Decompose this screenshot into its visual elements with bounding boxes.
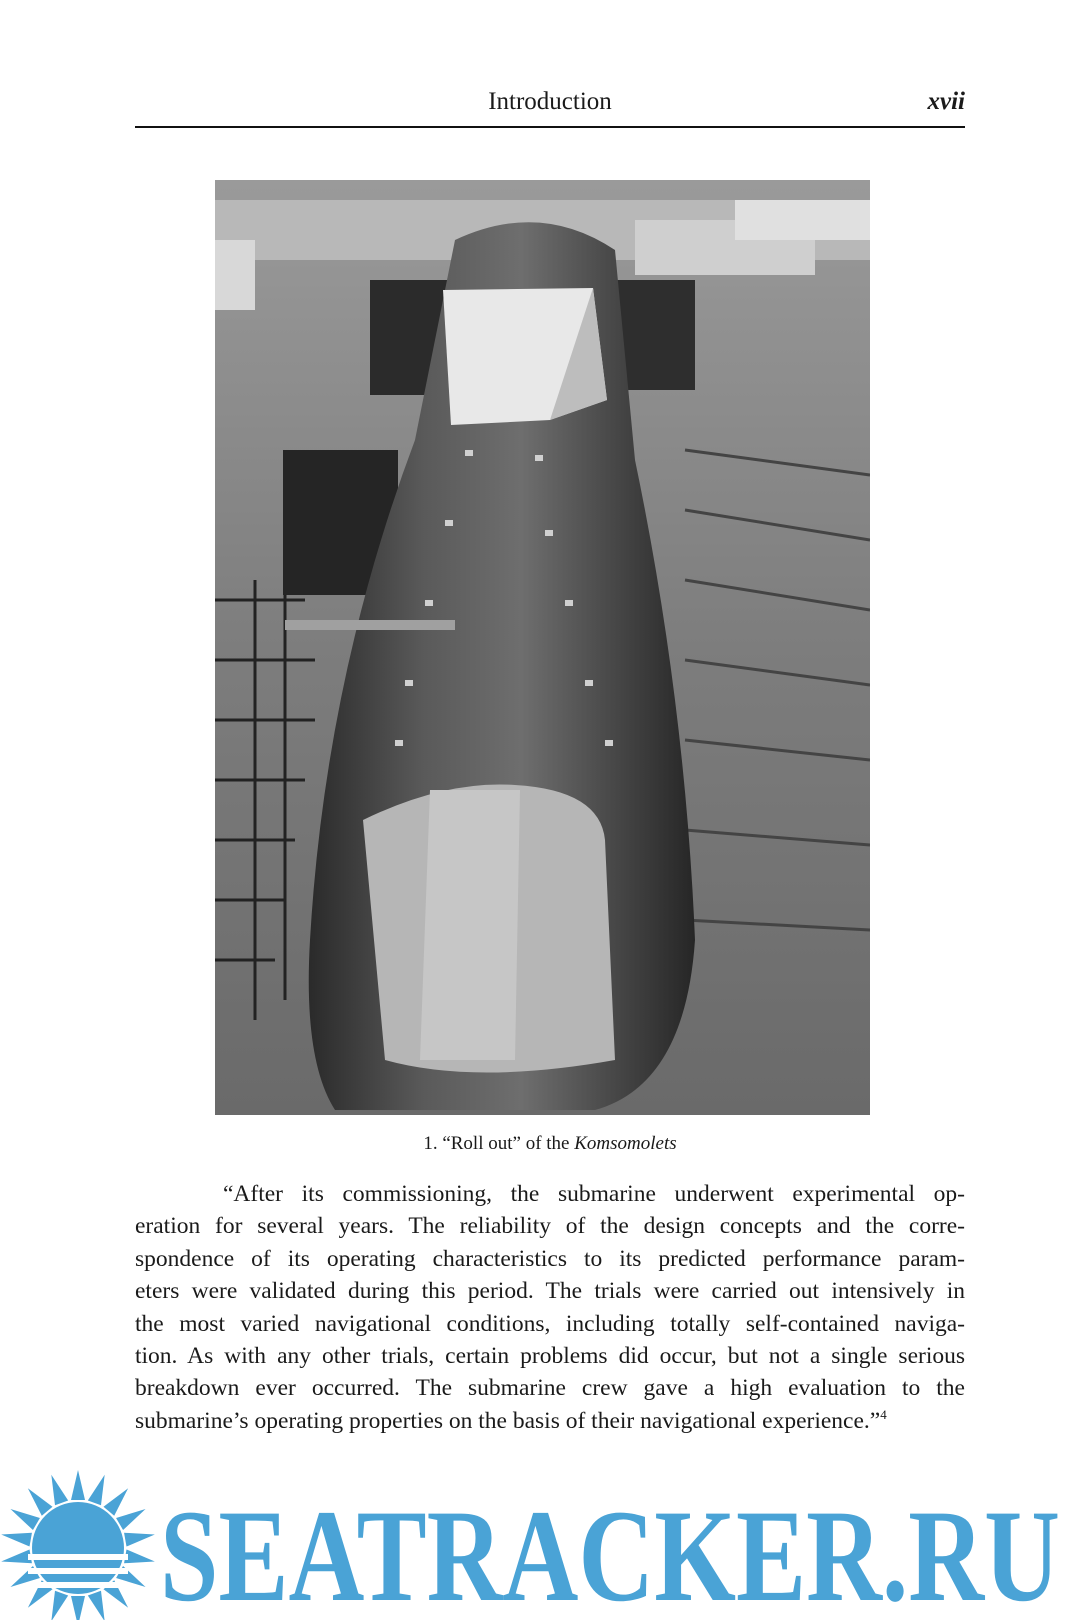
watermark [0, 1460, 1080, 1620]
quoted-paragraph [135, 1178, 965, 1437]
paragraph-line-last [135, 1405, 965, 1437]
paragraph-line: tion. As with any other trials, certain problems did occur, but not a single serious [135, 1343, 965, 1370]
paragraph-line: eration for several years. The reliability of the design concepts and the corre- [135, 1213, 965, 1240]
caption-vessel-name: Komsomolets [574, 1133, 677, 1154]
watermark-text: SEATRACKER.RU [160, 1482, 1060, 1620]
paragraph-line: eters were validated during this period. The trials were carried out intensively in [135, 1278, 965, 1305]
paragraph-line: spondence of its operating characteristics to its predicted performance param- [135, 1245, 965, 1272]
sunburst-icon [0, 1470, 156, 1620]
caption-label: 1. “Roll out” of the [423, 1133, 575, 1154]
submarine-photo [215, 180, 870, 1115]
running-title: Introduction [488, 88, 612, 115]
figure-caption [135, 1133, 965, 1155]
paragraph-line: “After its commissioning, the submarine underwent experimental op- [223, 1181, 965, 1207]
running-head [135, 86, 965, 128]
paragraph-line-text: submarine’s operating properties on the basis of their navigational experience.” [135, 1407, 881, 1434]
footnote-ref: 4 [880, 1407, 887, 1423]
page-number: xvii [927, 88, 965, 115]
paragraph-line: breakdown ever occurred. The submarine crew gave a high evaluation to the [135, 1375, 965, 1402]
paragraph-line: the most varied navigational conditions, including totally self-contained naviga- [135, 1310, 965, 1337]
